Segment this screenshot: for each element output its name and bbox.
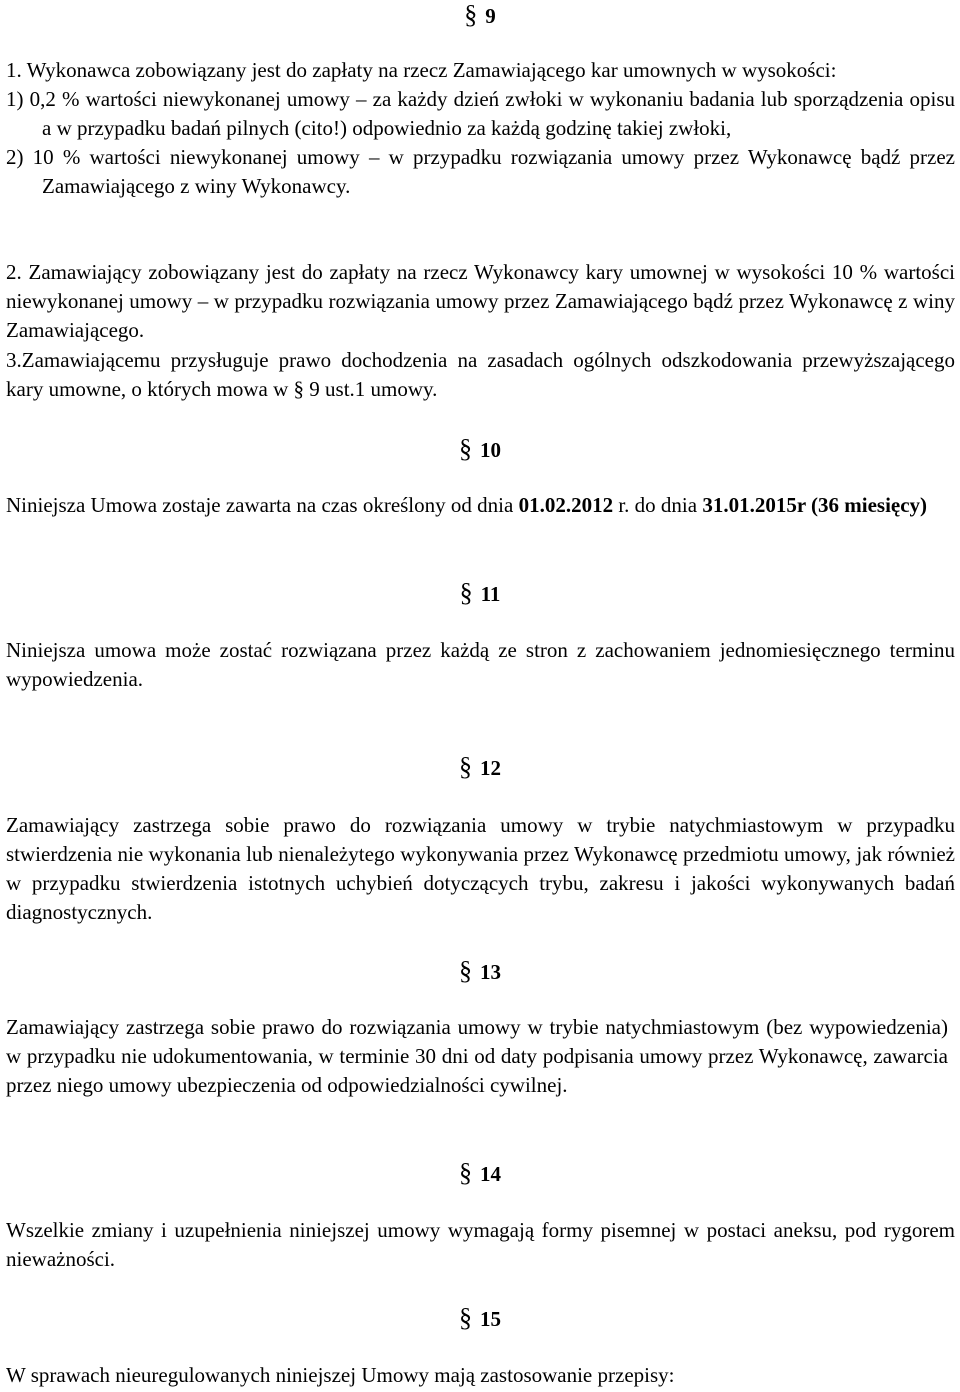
section-heading <box>0 578 960 609</box>
section-heading <box>0 1303 960 1334</box>
paragraph-sign: § <box>459 1158 472 1187</box>
paragraph: Niniejsza umowa może zostać rozwiązana przez każdą ze stron z zachowaniem jednomiesięcznego terminu wypowiedzenia. <box>6 638 955 691</box>
paragraph-text: r. do dnia <box>613 493 703 517</box>
section-9-paragraph-2 <box>6 258 955 345</box>
paragraph: Wszelkie zmiany i uzupełnienia niniejszej umowy wymagają formy pisemnej w postaci aneksu, pod rygorem nieważności. <box>6 1218 955 1271</box>
section-9-paragraph-3 <box>6 346 955 404</box>
section-13-paragraph <box>6 1013 948 1100</box>
paragraph-sign: § <box>459 956 472 985</box>
section-13-heading <box>0 956 960 987</box>
paragraph-sign: § <box>459 752 472 781</box>
paragraph-intro: 1. Wykonawca zobowiązany jest do zapłaty na rzecz Zamawiającego kar umownych w wysokości: <box>6 58 837 82</box>
section-number: 9 <box>485 4 496 28</box>
paragraph <box>6 491 955 520</box>
section-heading <box>0 752 960 783</box>
section-heading <box>0 1158 960 1189</box>
section-15-heading <box>0 1303 960 1334</box>
section-heading <box>0 956 960 987</box>
list-item: 2) 10 % wartości niewykonanej umowy – w przypadku rozwiązania umowy przez Wykonawcę bądź przez Zamawiającego z winy Wykonawcy. <box>6 145 955 198</box>
section-number: 10 <box>480 438 501 462</box>
paragraph: W sprawach nieuregulowanych niniejszej Umowy mają zastosowanie przepisy: <box>6 1363 675 1387</box>
paragraph-sign: § <box>464 0 478 29</box>
section-9-paragraph-1 <box>6 56 955 201</box>
list-item: 1) 0,2 % wartości niewykonanej umowy – za każdy dzień zwłoki w wykonaniu badania lub sporządzenia opisu a w przypadku badań pilnych (cito!) odpowiednio za każdą godzinę takiej zwłoki, <box>6 87 955 140</box>
section-number: 11 <box>480 582 501 606</box>
section-11-heading <box>0 578 960 609</box>
section-14-heading <box>0 1158 960 1189</box>
section-12-paragraph <box>6 811 955 927</box>
section-10-heading <box>0 434 960 465</box>
section-11-paragraph <box>6 636 955 694</box>
section-12-heading <box>0 752 960 783</box>
paragraph: Zamawiający zastrzega sobie prawo do rozwiązania umowy w trybie natychmiastowym (bez wypowiedzenia) w przypadku nie udokumentowania, w terminie 30 dni od daty podpisania umowy przez Wykonawcę, zawarcia przez niego umowy ubezpieczenia od odpowiedzialności cywilnej. <box>6 1015 948 1097</box>
paragraph-sign: § <box>459 434 472 463</box>
paragraph-sign: § <box>459 1303 472 1332</box>
paragraph: 2. Zamawiający zobowiązany jest do zapłaty na rzecz Wykonawcy kary umownej w wysokości 10 % wartości niewykonanej umowy – w przypadku rozwiązania umowy przez Zamawiającego bądź przez Wykonawcę z winy Zamawiającego. <box>6 260 955 342</box>
section-15-paragraph <box>6 1361 955 1390</box>
section-heading <box>0 0 960 31</box>
section-10-paragraph <box>6 491 955 520</box>
section-number: 14 <box>480 1162 501 1186</box>
section-number: 13 <box>480 960 501 984</box>
section-heading <box>0 434 960 465</box>
date-to: 31.01.2015r (36 miesięcy) <box>702 493 928 517</box>
paragraph: Zamawiający zastrzega sobie prawo do rozwiązania umowy w trybie natychmiastowym w przypadku stwierdzenia nie wykonania lub nienależytego wykonywania przez Wykonawcę przedmiotu umowy, jak również w przypadku stwierdzenia istotnych uchybień dotyczących trybu, zakresu i jakości wykonywanych badań diagnostycznych. <box>6 813 955 924</box>
paragraph: 3.Zamawiającemu przysługuje prawo dochodzenia na zasadach ogólnych odszkodowania przewyższającego kary umowne, o których mowa w § 9 ust.1 umowy. <box>6 348 955 401</box>
paragraph-sign: § <box>459 578 473 607</box>
section-number: 12 <box>480 756 501 780</box>
section-number: 15 <box>480 1307 501 1331</box>
section-14-paragraph <box>6 1216 955 1274</box>
section-9-heading <box>0 0 960 31</box>
paragraph-text: Niniejsza Umowa zostaje zawarta na czas określony od dnia <box>6 493 519 517</box>
date-from: 01.02.2012 <box>518 493 614 517</box>
